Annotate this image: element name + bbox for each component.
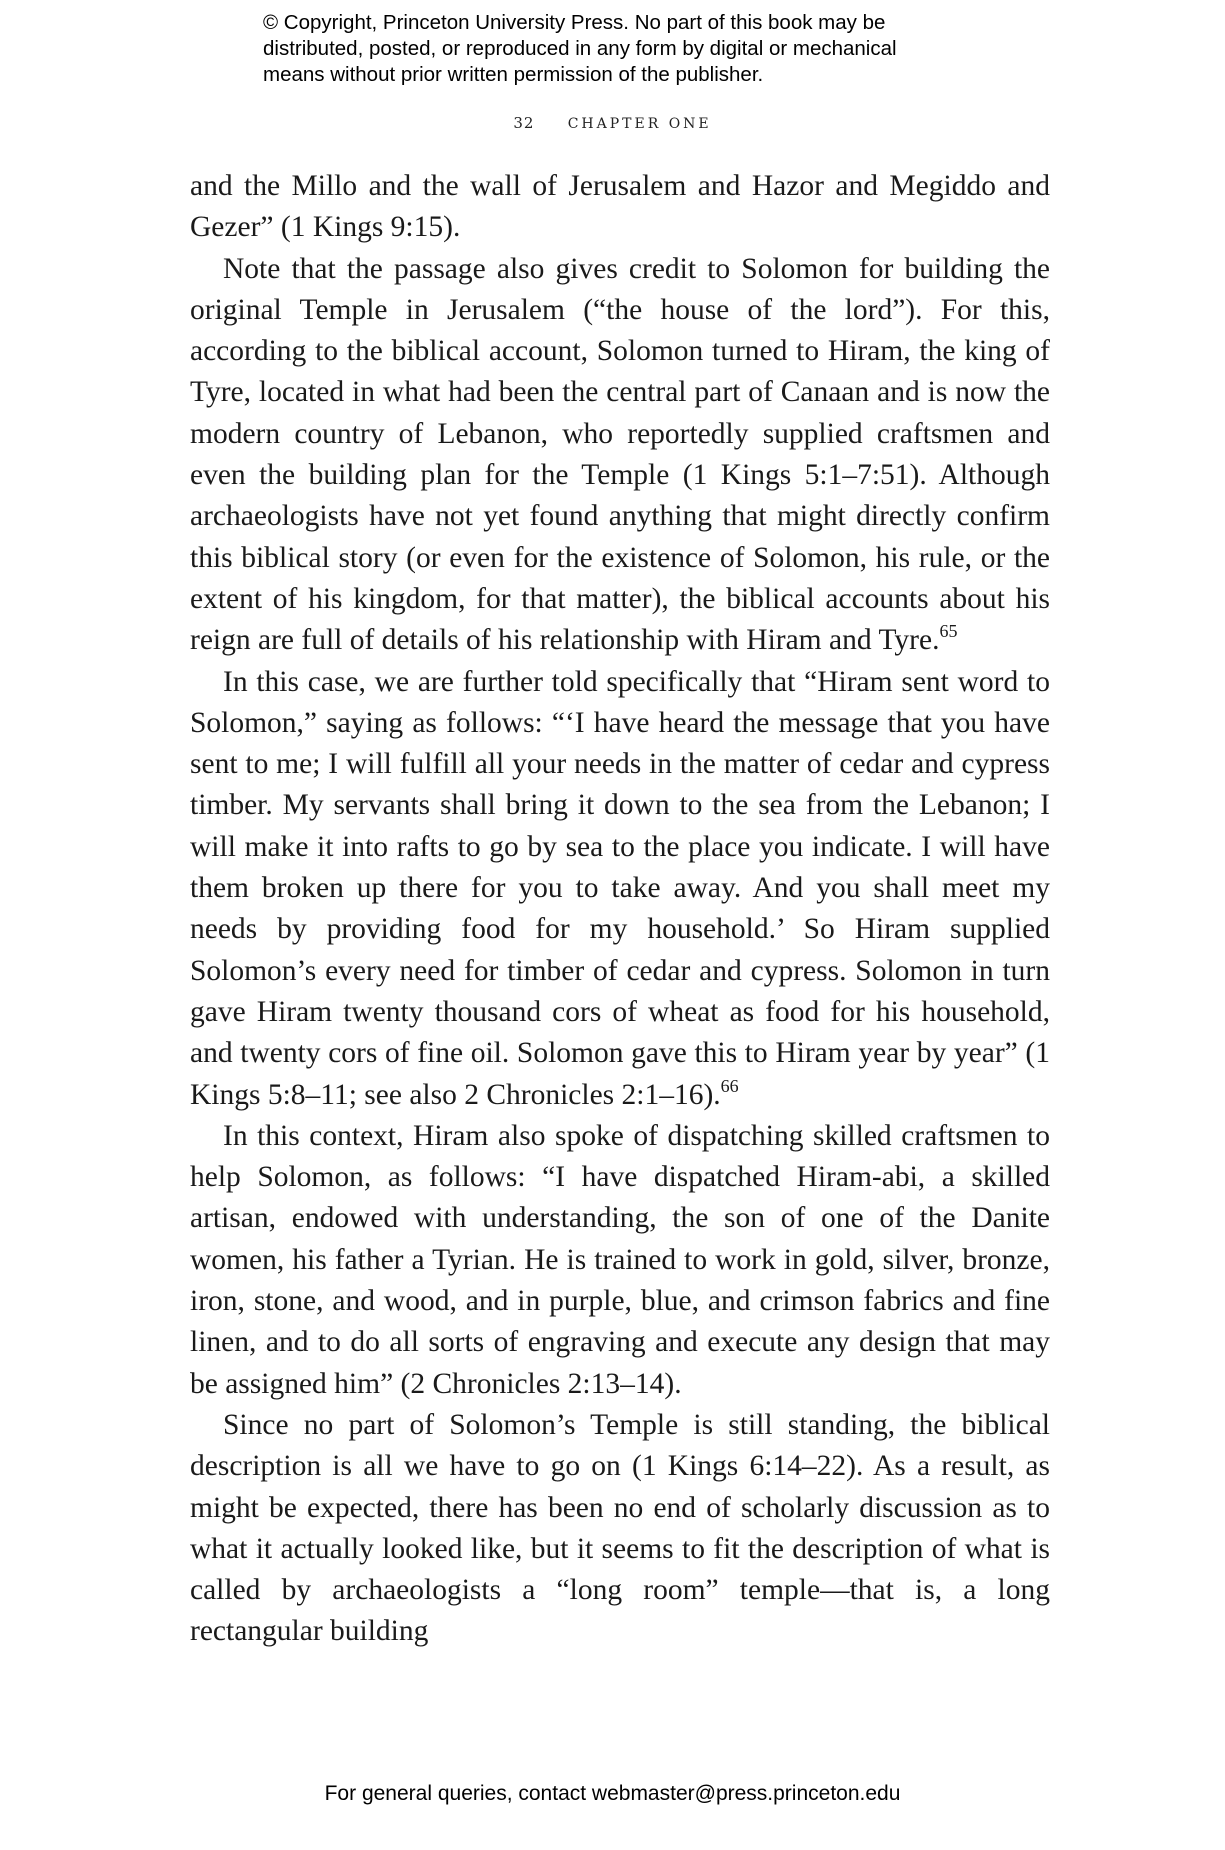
copyright-line-1: © Copyright, Princeton University Press. No part of this book may be bbox=[263, 11, 886, 34]
paragraph bbox=[190, 1116, 1050, 1405]
paragraph-2-text: Note that the passage also gives credit to Solomon for building the original Temple in Jerusalem (“the house of the lord”). For this, according to the biblical account, Solomon turned to Hiram, the king of Tyre, located in what had been the central part of Canaan and is now the modern country of Lebanon, who reportedly supplied craftsmen and even the building plan for the Temple (1 Kings 5:1–7:51). Although archaeologists have not yet found anything that might directly confirm this biblical story (or even for the existence of Solomon, his rule, or the extent of his kingdom, for that matter), the biblical accounts about his reign are full of details of his relationship with Hiram and Tyre. bbox=[190, 252, 1050, 657]
body-text bbox=[190, 166, 1050, 1653]
paragraph bbox=[190, 662, 1050, 1116]
footnote-ref-65: 65 bbox=[939, 621, 958, 642]
paragraph-5-text: Since no part of Solomon’s Temple is still standing, the biblical description is all we have to go on (1 Kings 6:14–22). As a result, as might be expected, there has been no end of scholarly discussion as to what it actually looked like, but it seems to fit the description of what is called by archaeologists a “long room” temple—that is, a long rectangular building bbox=[190, 1408, 1050, 1648]
paragraph bbox=[190, 1405, 1050, 1653]
copyright-notice bbox=[263, 10, 983, 88]
footer-contact: For general queries, contact webmaster@press.princeton.edu bbox=[324, 1782, 901, 1805]
paragraph-4-text: In this context, Hiram also spoke of dispatching skilled craftsmen to help Solomon, as follows: “I have dispatched Hiram-abi, a skilled artisan, endowed with understanding, the son of one of the Danite women, his father a Tyrian. He is trained to work in gold, silver, bronze, iron, stone, and wood, and in purple, blue, and crimson fabrics and fine linen, and to do all sorts of engraving and execute any design that may be assigned him” (2 Chronicles 2:13–14). bbox=[190, 1119, 1050, 1400]
paragraph-continued bbox=[190, 166, 1050, 249]
paragraph-1-text: and the Millo and the wall of Jerusalem and Hazor and Megiddo and Gezer” (1 Kings 9:15). bbox=[190, 170, 1050, 244]
page-number: 32 bbox=[513, 114, 535, 132]
paragraph bbox=[190, 249, 1050, 662]
footnote-ref-66: 66 bbox=[720, 1075, 739, 1096]
copyright-line-3: means without prior written permission of the publisher. bbox=[263, 63, 764, 86]
running-head bbox=[0, 114, 1225, 132]
copyright-line-2: distributed, posted, or reproduced in any form by digital or mechanical bbox=[263, 37, 897, 60]
paragraph-3-text: In this case, we are further told specifically that “Hiram sent word to Solomon,” saying as follows: “‘I have heard the message that you have sent to me; I will fulfill all your needs in the matter of cedar and cypress timber. My servants shall bring it down to the sea from the Lebanon; I will make it into rafts to go by sea to the place you indicate. I will have them broken up there for you to take away. And you shall meet my needs by providing food for my household.’ So Hiram supplied Solomon’s every need for timber of cedar and cypress. Solomon in turn gave Hiram twenty thousand cors of wheat as food for his household, and twenty cors of fine oil. Solomon gave this to Hiram year by year” (1 Kings 5:8–11; see also 2 Chronicles 2:1–16). bbox=[190, 665, 1050, 1111]
chapter-title: CHAPTER ONE bbox=[567, 116, 712, 132]
